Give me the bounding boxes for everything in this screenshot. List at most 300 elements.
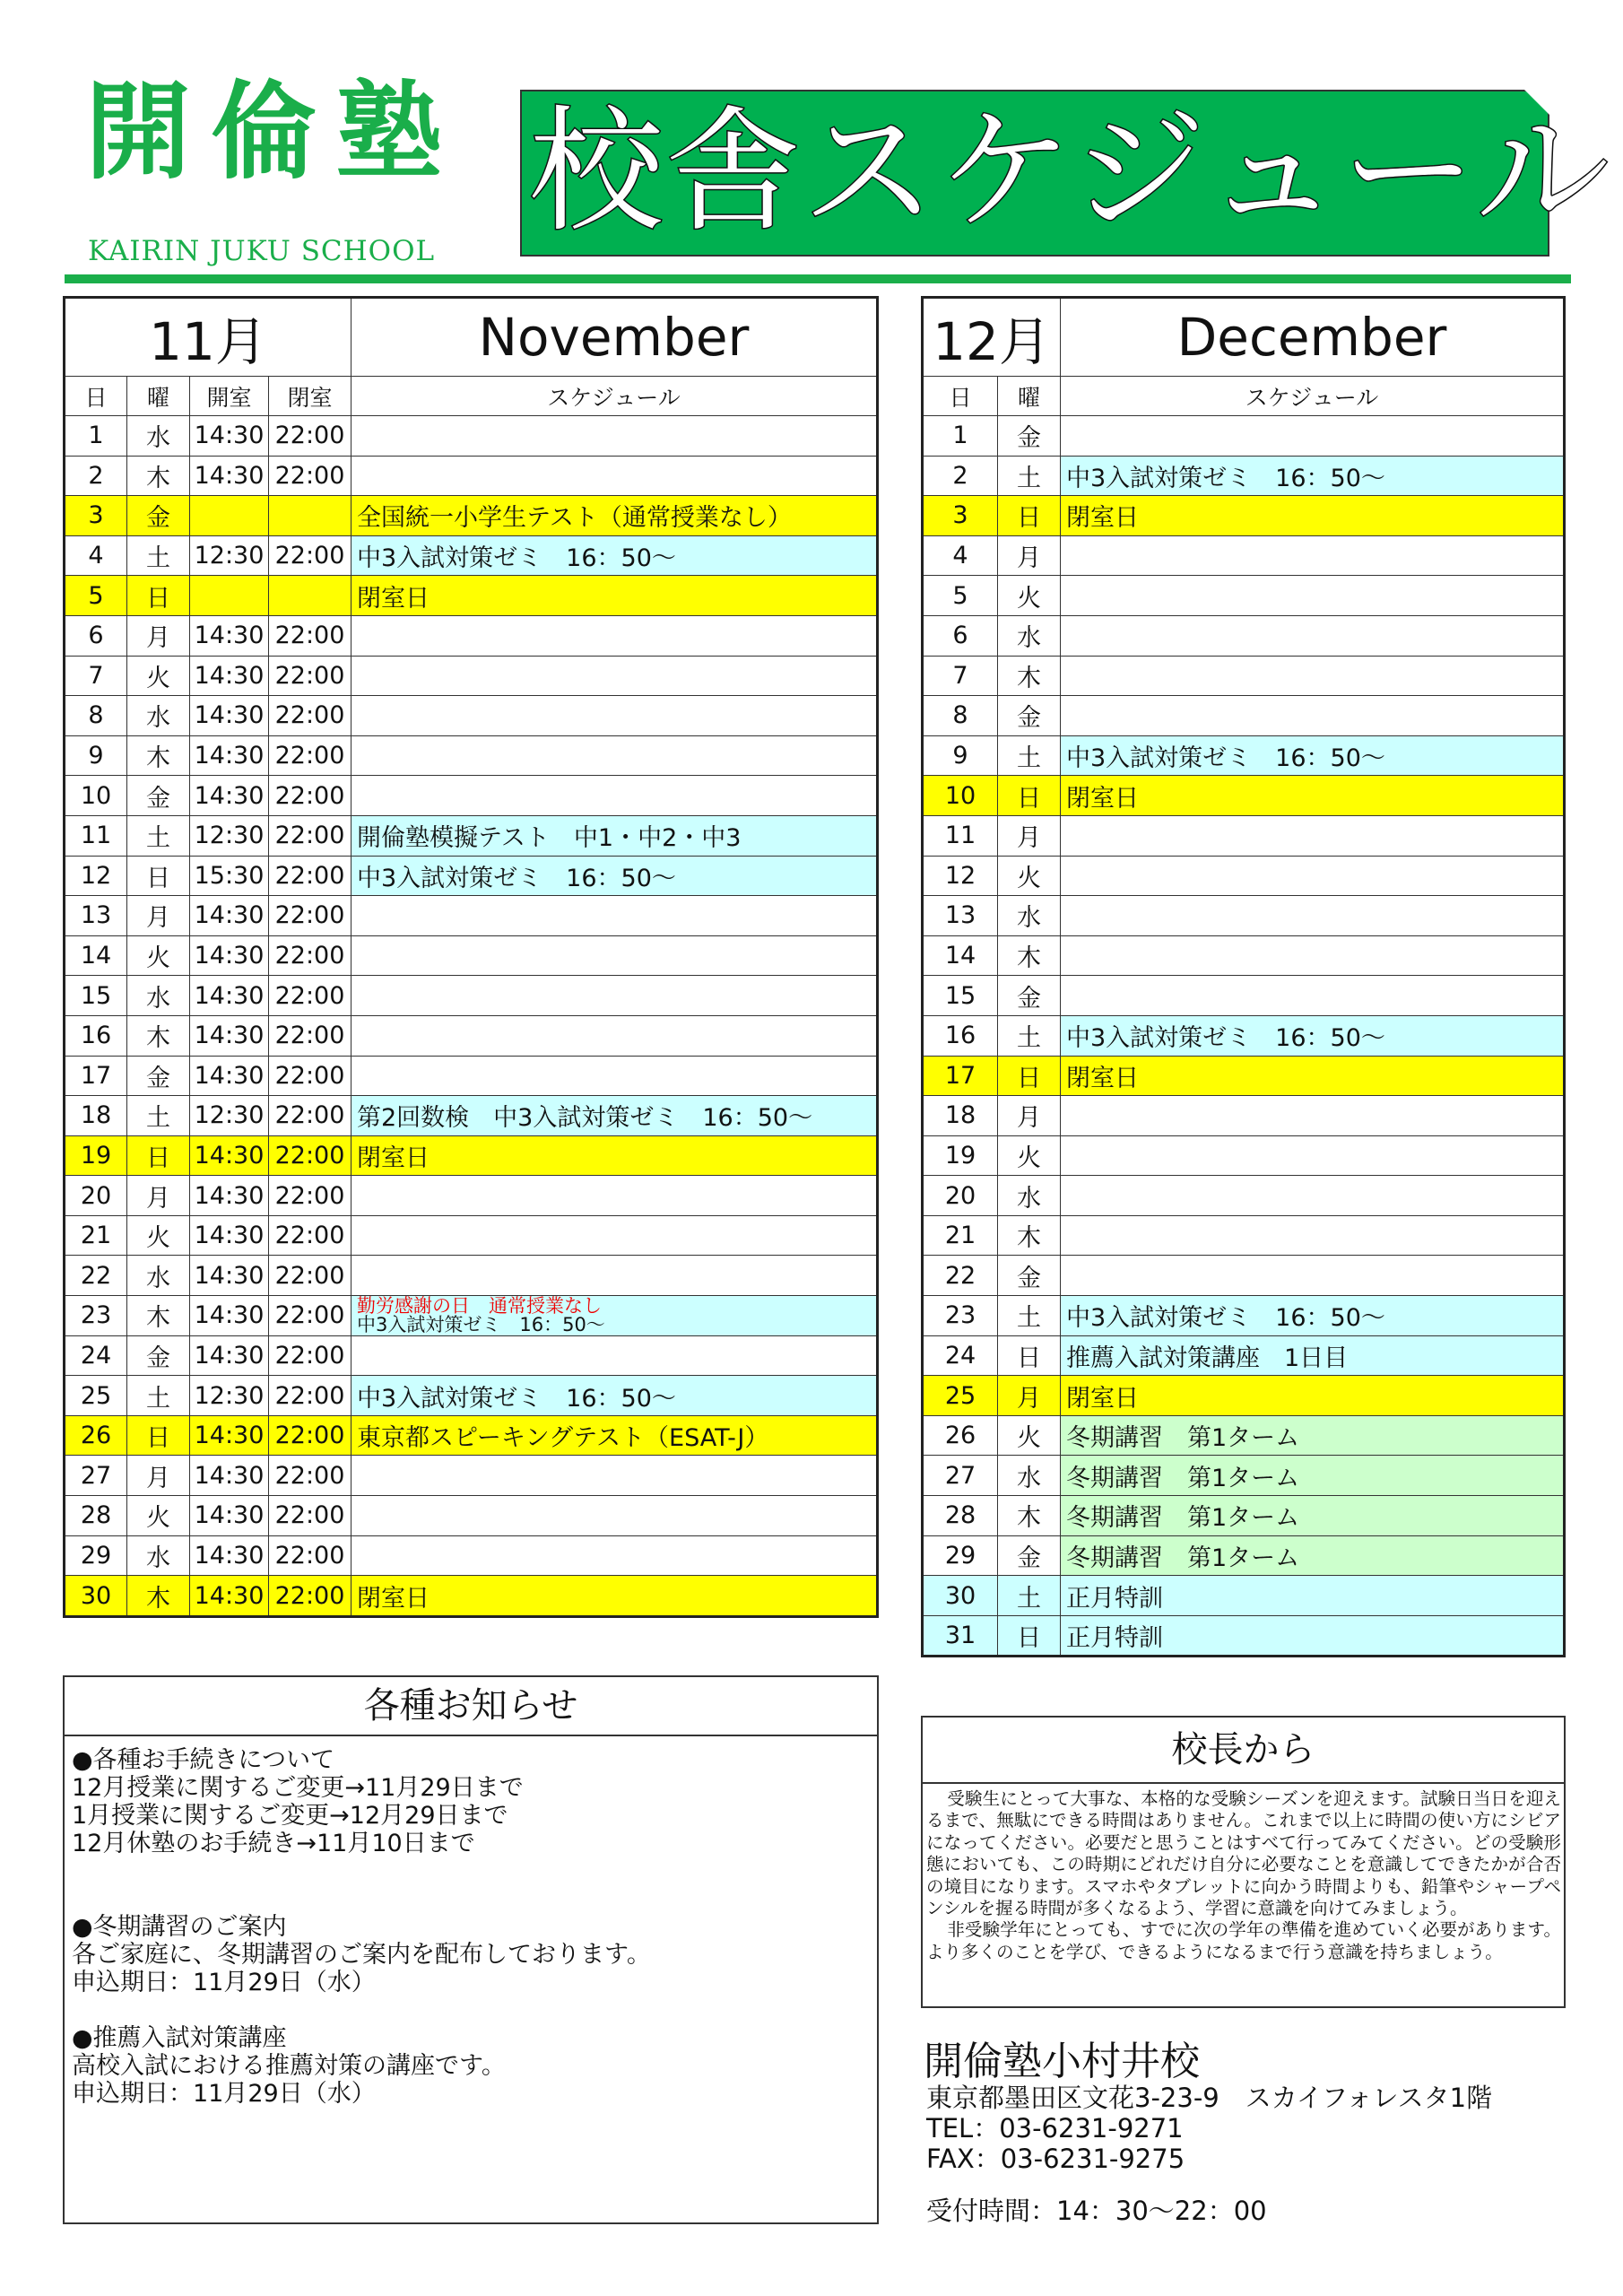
table-row	[923, 1176, 1565, 1216]
open-time-cell: 14:30	[190, 1335, 269, 1376]
schedule-cell	[352, 1015, 878, 1056]
weekday-cell: 水	[127, 416, 190, 457]
school-tel: TEL：03-6231-9271	[926, 2113, 1184, 2144]
schedule-cell: 推薦入試対策講座 1日目	[1061, 1335, 1565, 1376]
schedule-cell: 東京都スピーキングテスト（ESAT-J）	[352, 1415, 878, 1456]
day-cell: 26	[923, 1415, 998, 1456]
table-row	[923, 656, 1565, 696]
col-header-close: 閉室	[269, 377, 352, 416]
day-cell: 13	[923, 896, 998, 936]
open-time-cell: 14:30	[190, 1296, 269, 1336]
table-row	[923, 1456, 1565, 1496]
open-time-cell: 14:30	[190, 776, 269, 816]
weekday-cell: 金	[127, 776, 190, 816]
schedule-cell	[352, 1456, 878, 1496]
schedule-cell	[352, 416, 878, 457]
close-time-cell: 22:00	[269, 416, 352, 457]
weekday-cell: 木	[998, 935, 1061, 976]
table-row	[923, 1535, 1565, 1576]
schedule-cell	[1061, 615, 1565, 656]
table-row	[65, 1215, 878, 1256]
open-time-cell: 14:30	[190, 1456, 269, 1496]
schedule-cell	[352, 1535, 878, 1576]
schedule-cell	[1061, 935, 1565, 976]
logo-kanji: 開倫塾	[85, 69, 463, 194]
weekday-cell: 日	[998, 776, 1061, 816]
weekday-cell: 土	[998, 1015, 1061, 1056]
table-row	[65, 1135, 878, 1176]
day-cell: 16	[923, 1015, 998, 1056]
weekday-cell: 日	[127, 576, 190, 616]
schedule-cell: 中3入試対策ゼミ 16：50～	[352, 856, 878, 896]
schedule-cell	[352, 1296, 878, 1336]
day-cell: 23	[923, 1296, 998, 1336]
schedule-cell: 冬期講習 第1ターム	[1061, 1456, 1565, 1496]
schedule-cell	[1061, 656, 1565, 696]
close-time-cell: 22:00	[269, 1576, 352, 1617]
table-row	[65, 1456, 878, 1496]
day-cell: 2	[923, 456, 998, 496]
december-month-en: December	[1061, 298, 1565, 377]
day-cell: 30	[65, 1576, 127, 1617]
day-cell: 23	[65, 1296, 127, 1336]
weekday-cell: 木	[998, 656, 1061, 696]
table-row	[923, 1496, 1565, 1536]
schedule-cell	[352, 776, 878, 816]
col-header-day: 日	[923, 377, 998, 416]
weekday-cell: 金	[998, 976, 1061, 1016]
weekday-cell: 火	[127, 656, 190, 696]
weekday-cell: 火	[998, 576, 1061, 616]
schedule-cell: 正月特訓	[1061, 1615, 1565, 1657]
table-row	[65, 696, 878, 736]
table-row	[923, 896, 1565, 936]
open-time-cell: 14:30	[190, 1135, 269, 1176]
table-row	[923, 1135, 1565, 1176]
table-row	[923, 615, 1565, 656]
open-time-cell: 14:30	[190, 735, 269, 776]
day-cell: 10	[65, 776, 127, 816]
schedule-cell	[1061, 1256, 1565, 1296]
weekday-cell: 木	[127, 1576, 190, 1617]
day-cell: 24	[65, 1335, 127, 1376]
day-cell: 9	[923, 735, 998, 776]
day-cell: 2	[65, 456, 127, 496]
weekday-cell: 土	[127, 1376, 190, 1416]
day-cell: 14	[65, 935, 127, 976]
table-row	[65, 1015, 878, 1056]
notice-line: ●冬期講習のご案内	[72, 1913, 287, 1941]
notice-line: 申込期日：11月29日（水）	[72, 2080, 376, 2108]
schedule-cell	[352, 1256, 878, 1296]
schedule-cell: 中3入試対策ゼミ 16：50～	[1061, 735, 1565, 776]
weekday-cell: 土	[998, 456, 1061, 496]
schedule-cell: 閉室日	[1061, 776, 1565, 816]
schedule-cell: 閉室日	[1061, 496, 1565, 536]
day-cell: 8	[65, 696, 127, 736]
weekday-cell: 水	[127, 696, 190, 736]
open-time-cell: 15:30	[190, 856, 269, 896]
schedule-cell	[352, 935, 878, 976]
close-time-cell: 22:00	[269, 535, 352, 576]
weekday-cell: 水	[998, 615, 1061, 656]
table-row	[923, 496, 1565, 536]
reception-hours: 受付時間：14：30～22：00	[926, 2196, 1267, 2226]
schedule-cell: 中3入試対策ゼミ 16：50～	[1061, 1015, 1565, 1056]
day-cell: 6	[65, 615, 127, 656]
col-header-day: 日	[65, 377, 127, 416]
day-cell: 18	[65, 1096, 127, 1136]
schedule-cell	[1061, 535, 1565, 576]
logo-english: KAIRIN JUKU SCHOOL	[88, 235, 436, 267]
page-title: 校舎スケジュール	[529, 94, 1612, 250]
close-time-cell: 22:00	[269, 696, 352, 736]
principal-title: 校長から	[921, 1716, 1566, 1784]
day-cell: 20	[65, 1176, 127, 1216]
day-cell: 31	[923, 1615, 998, 1657]
schedule-cell: 第2回数検 中3入試対策ゼミ 16：50～	[352, 1096, 878, 1136]
table-row	[65, 1096, 878, 1136]
weekday-cell: 金	[127, 496, 190, 536]
table-row	[923, 416, 1565, 457]
open-time-cell: 12:30	[190, 815, 269, 856]
table-row	[65, 1376, 878, 1416]
weekday-cell: 金	[127, 1056, 190, 1096]
weekday-cell: 月	[998, 815, 1061, 856]
weekday-cell: 火	[998, 1135, 1061, 1176]
table-row	[923, 1215, 1565, 1256]
open-time-cell: 14:30	[190, 1415, 269, 1456]
table-row	[923, 576, 1565, 616]
open-time-cell: 12:30	[190, 1096, 269, 1136]
table-row	[65, 976, 878, 1016]
open-time-cell: 12:30	[190, 535, 269, 576]
day-cell: 24	[923, 1335, 998, 1376]
december-month-jp: 12月	[923, 298, 1061, 377]
table-row	[923, 1096, 1565, 1136]
table-row	[65, 1056, 878, 1096]
weekday-cell: 日	[127, 1415, 190, 1456]
close-time-cell: 22:00	[269, 656, 352, 696]
day-cell: 28	[923, 1496, 998, 1536]
weekday-cell: 火	[998, 856, 1061, 896]
table-row	[923, 456, 1565, 496]
day-cell: 19	[923, 1135, 998, 1176]
day-cell: 29	[923, 1535, 998, 1576]
close-time-cell: 22:00	[269, 1415, 352, 1456]
open-time-cell: 14:30	[190, 1056, 269, 1096]
table-row	[65, 416, 878, 457]
open-time-cell: 14:30	[190, 1215, 269, 1256]
weekday-cell: 月	[998, 535, 1061, 576]
table-row	[65, 1176, 878, 1216]
weekday-cell: 月	[127, 1176, 190, 1216]
day-cell: 4	[923, 535, 998, 576]
day-cell: 6	[923, 615, 998, 656]
weekday-cell: 金	[998, 696, 1061, 736]
table-row	[65, 856, 878, 896]
weekday-cell: 日	[127, 1135, 190, 1176]
weekday-cell: 木	[127, 1015, 190, 1056]
schedule-cell: 中3入試対策ゼミ 16：50～	[352, 1376, 878, 1416]
open-time-cell: 14:30	[190, 896, 269, 936]
close-time-cell: 22:00	[269, 456, 352, 496]
close-time-cell: 22:00	[269, 815, 352, 856]
schedule-cell: 全国統一小学生テスト（通常授業なし）	[352, 496, 878, 536]
day-cell: 3	[923, 496, 998, 536]
notice-line: 1月授業に関するご変更→12月29日まで	[72, 1802, 508, 1830]
weekday-cell: 日	[998, 496, 1061, 536]
schedule-cell	[352, 696, 878, 736]
day-cell: 22	[923, 1256, 998, 1296]
weekday-cell: 水	[127, 1256, 190, 1296]
day-cell: 17	[923, 1056, 998, 1096]
day-cell: 11	[65, 815, 127, 856]
weekday-cell: 月	[998, 1376, 1061, 1416]
day-cell: 25	[65, 1376, 127, 1416]
table-row	[65, 776, 878, 816]
table-row	[65, 1256, 878, 1296]
close-time-cell: 22:00	[269, 1176, 352, 1216]
close-time-cell: 22:00	[269, 1215, 352, 1256]
schedule-cell: 閉室日	[352, 1576, 878, 1617]
weekday-cell: 月	[998, 1096, 1061, 1136]
day-cell: 25	[923, 1376, 998, 1416]
table-row	[923, 815, 1565, 856]
table-row	[65, 896, 878, 936]
weekday-cell: 水	[998, 1176, 1061, 1216]
weekday-cell: 土	[998, 1576, 1061, 1616]
notice-line: ●各種お手続きについて	[72, 1746, 335, 1774]
schedule-cell	[352, 615, 878, 656]
weekday-cell: 金	[127, 1335, 190, 1376]
schedule-cell: 開倫塾模擬テスト 中1・中2・中3	[352, 815, 878, 856]
table-row	[65, 1335, 878, 1376]
weekday-cell: 水	[127, 976, 190, 1016]
weekday-cell: 金	[998, 416, 1061, 457]
day-cell: 5	[65, 576, 127, 616]
open-time-cell: 14:30	[190, 1015, 269, 1056]
schedule-cell: 中3入試対策ゼミ 16：50～	[1061, 456, 1565, 496]
notice-line: 12月休塾のお手続き→11月10日まで	[72, 1830, 475, 1857]
schedule-cell	[1061, 696, 1565, 736]
weekday-cell: 水	[998, 896, 1061, 936]
close-time-cell: 22:00	[269, 856, 352, 896]
table-row	[923, 1296, 1565, 1336]
schedule-cell: 閉室日	[352, 1135, 878, 1176]
schedule-cell	[1061, 856, 1565, 896]
header-divider	[65, 274, 1571, 283]
table-row	[923, 1576, 1565, 1616]
weekday-cell: 金	[998, 1256, 1061, 1296]
close-time-cell: 22:00	[269, 615, 352, 656]
table-row	[65, 496, 878, 536]
table-row	[923, 1335, 1565, 1376]
schedule-cell	[1061, 576, 1565, 616]
weekday-cell: 火	[998, 1415, 1061, 1456]
december-calendar	[921, 296, 1566, 1657]
principal-paragraph-2: 非受験学年にとっても、すでに次の学年の準備を進めていく必要があります。より多くのことを学び、できるようになるまで行う意識を持ちましょう。	[926, 1919, 1561, 1962]
open-time-cell: 14:30	[190, 1496, 269, 1536]
open-time-cell: 14:30	[190, 935, 269, 976]
weekday-cell: 月	[127, 1456, 190, 1496]
day-cell: 27	[923, 1456, 998, 1496]
notice-line: 各ご家庭に、冬期講習のご案内を配布しております。	[72, 1941, 651, 1969]
weekday-cell: 木	[127, 1296, 190, 1336]
weekday-cell: 日	[998, 1056, 1061, 1096]
schedule-cell: 冬期講習 第1ターム	[1061, 1496, 1565, 1536]
day-cell: 12	[923, 856, 998, 896]
day-cell: 29	[65, 1535, 127, 1576]
day-cell: 21	[65, 1215, 127, 1256]
day-cell: 14	[923, 935, 998, 976]
schedule-cell	[1061, 1096, 1565, 1136]
schedule-cell	[352, 1215, 878, 1256]
day-cell: 13	[65, 896, 127, 936]
open-time-cell: 14:30	[190, 1576, 269, 1617]
weekday-cell: 木	[998, 1215, 1061, 1256]
schedule-cell: 閉室日	[352, 576, 878, 616]
table-row	[923, 1256, 1565, 1296]
weekday-cell: 土	[998, 735, 1061, 776]
day-cell: 21	[923, 1215, 998, 1256]
schedule-cell	[1061, 1215, 1565, 1256]
table-row	[923, 1015, 1565, 1056]
day-cell: 1	[923, 416, 998, 457]
weekday-cell: 日	[127, 856, 190, 896]
day-cell: 7	[65, 656, 127, 696]
table-row	[923, 696, 1565, 736]
day-cell: 7	[923, 656, 998, 696]
close-time-cell: 22:00	[269, 935, 352, 976]
day-cell: 9	[65, 735, 127, 776]
table-row	[923, 1376, 1565, 1416]
table-row	[65, 815, 878, 856]
weekday-cell: 火	[127, 1496, 190, 1536]
close-time-cell: 22:00	[269, 1296, 352, 1336]
schedule-cell	[352, 735, 878, 776]
notice-line: 申込期日：11月29日（水）	[72, 1969, 376, 1996]
table-row	[65, 1296, 878, 1336]
schedule-cell	[352, 656, 878, 696]
close-time-cell: 22:00	[269, 1015, 352, 1056]
close-time-cell	[269, 576, 352, 616]
close-time-cell: 22:00	[269, 735, 352, 776]
weekday-cell: 水	[998, 1456, 1061, 1496]
schedule-cell	[352, 1335, 878, 1376]
schedule-cell	[352, 1176, 878, 1216]
day-cell: 17	[65, 1056, 127, 1096]
schedule-cell: 冬期講習 第1ターム	[1061, 1415, 1565, 1456]
schedule-cell: 閉室日	[1061, 1056, 1565, 1096]
principal-paragraph-1: 受験生にとって大事な、本格的な受験シーズンを迎えます。試験日当日を迎えるまで、無駄にできる時間はありません。これまで以上に時間の使い方にシビアになってください。必要だと思うことはすべて行ってみてください。どの受験形態においても、この時期にどれだけ自分に必要なことを意識してできたかが合否の境目になります。スマホやタブレットに向かう時間よりも、鉛筆やシャープペンシルを握る時間が多くなるよう、学習に意識を向けてみましょう。	[926, 1788, 1561, 1919]
table-row	[65, 1415, 878, 1456]
open-time-cell: 14:30	[190, 696, 269, 736]
table-row	[923, 856, 1565, 896]
open-time-cell: 14:30	[190, 1535, 269, 1576]
november-calendar	[63, 296, 879, 1618]
schedule-cell: 冬期講習 第1ターム	[1061, 1535, 1565, 1576]
day-cell: 22	[65, 1256, 127, 1296]
weekday-cell: 月	[127, 896, 190, 936]
schedule-cell: 中3入試対策ゼミ 16：50～	[1061, 1296, 1565, 1336]
close-time-cell: 22:00	[269, 1135, 352, 1176]
weekday-cell: 土	[127, 1096, 190, 1136]
day-cell: 10	[923, 776, 998, 816]
table-row	[65, 656, 878, 696]
weekday-cell: 木	[998, 1496, 1061, 1536]
weekday-cell: 火	[127, 935, 190, 976]
schedule-cell	[1061, 976, 1565, 1016]
schedule-cell	[352, 1056, 878, 1096]
col-header-open: 開室	[190, 377, 269, 416]
schedule-cell: 正月特訓	[1061, 1576, 1565, 1616]
november-month-jp: 11月	[65, 298, 352, 377]
table-row	[923, 935, 1565, 976]
notice-line: ●推薦入試対策講座	[72, 2024, 287, 2052]
day-cell: 16	[65, 1015, 127, 1056]
table-row	[65, 576, 878, 616]
col-header-weekday: 曜	[998, 377, 1061, 416]
weekday-cell: 金	[998, 1535, 1061, 1576]
table-row	[923, 1056, 1565, 1096]
table-row	[65, 735, 878, 776]
day-cell: 3	[65, 496, 127, 536]
table-row	[923, 735, 1565, 776]
day-cell: 1	[65, 416, 127, 457]
open-time-cell: 12:30	[190, 1376, 269, 1416]
open-time-cell: 14:30	[190, 1256, 269, 1296]
day-cell: 19	[65, 1135, 127, 1176]
day-cell: 8	[923, 696, 998, 736]
close-time-cell: 22:00	[269, 1335, 352, 1376]
november-month-en: November	[352, 298, 878, 377]
weekday-cell: 日	[998, 1615, 1061, 1657]
table-row	[923, 776, 1565, 816]
table-row	[923, 976, 1565, 1016]
weekday-cell: 木	[127, 456, 190, 496]
seminar-note: 中3入試対策ゼミ 16：50～	[357, 1313, 605, 1335]
close-time-cell	[269, 496, 352, 536]
close-time-cell: 22:00	[269, 776, 352, 816]
close-time-cell: 22:00	[269, 1535, 352, 1576]
schedule-cell	[352, 456, 878, 496]
table-row	[65, 615, 878, 656]
notices-title: 各種お知らせ	[63, 1675, 879, 1736]
table-row	[65, 935, 878, 976]
schedule-cell	[352, 976, 878, 1016]
school-address: 東京都墨田区文花3-23-9 スカイフォレスタ1階	[926, 2083, 1493, 2113]
schedule-cell	[1061, 1176, 1565, 1216]
open-time-cell: 14:30	[190, 456, 269, 496]
day-cell: 27	[65, 1456, 127, 1496]
school-name: 開倫塾小村井校	[924, 2039, 1200, 2084]
close-time-cell: 22:00	[269, 1096, 352, 1136]
schedule-cell	[1061, 416, 1565, 457]
col-header-schedule: スケジュール	[352, 377, 878, 416]
day-cell: 15	[923, 976, 998, 1016]
day-cell: 20	[923, 1176, 998, 1216]
day-cell: 11	[923, 815, 998, 856]
day-cell: 28	[65, 1496, 127, 1536]
schedule-cell: 閉室日	[1061, 1376, 1565, 1416]
weekday-cell: 木	[127, 735, 190, 776]
principal-message	[926, 1788, 1561, 1963]
day-cell: 4	[65, 535, 127, 576]
table-row	[65, 1576, 878, 1617]
day-cell: 18	[923, 1096, 998, 1136]
weekday-cell: 土	[998, 1296, 1061, 1336]
